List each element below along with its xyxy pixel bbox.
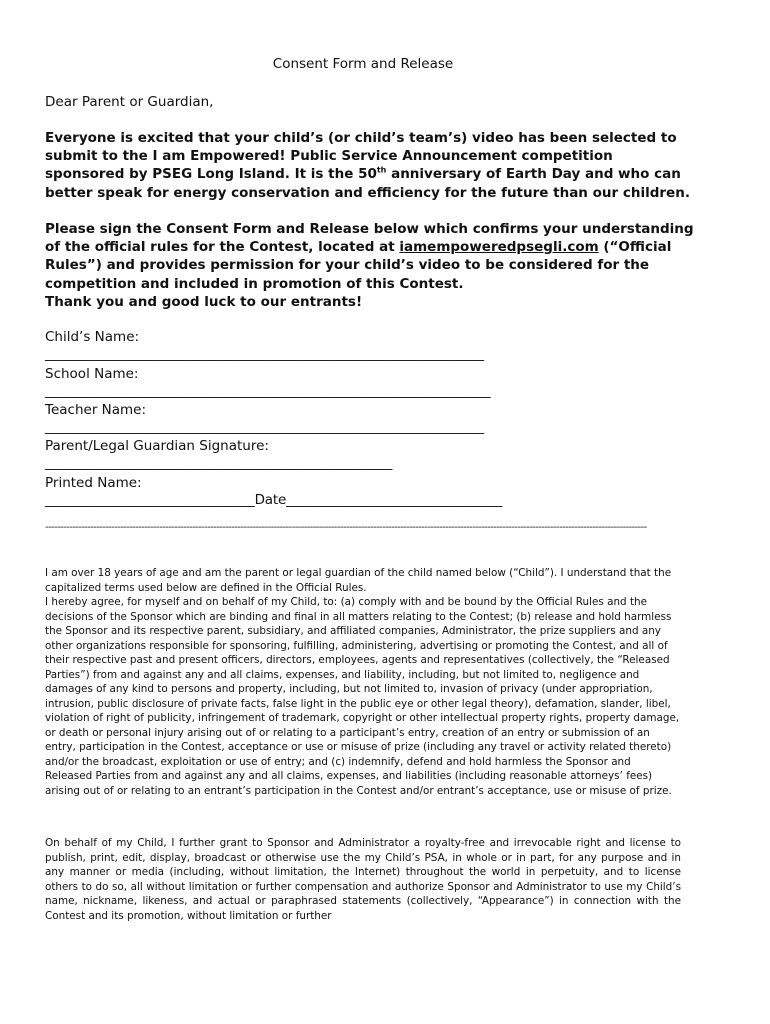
age-statement: I am over 18 years of age and am the parent or legal guardian of the child named below (“Child”). I understand that the capitalized terms used below are defined in the Official Rules. xyxy=(45,567,672,594)
intro-text: Everyone is excited that your child’s (or child’s team’s) video has been selected to submit to the I am Empowered! Public Service Announcement competition sponsored by PSEG Long Island. It is the 50 xyxy=(45,130,677,183)
thank-you-line: Thank you and good luck to our entrants! xyxy=(45,293,363,310)
teacher-name-label: Teacher Name: xyxy=(45,402,147,418)
intro-paragraph xyxy=(45,129,695,202)
license-terms xyxy=(45,836,681,923)
official-rules-link[interactable]: iamempoweredpsegli.com xyxy=(399,239,599,256)
childs-name-line[interactable]: ___________________________________________________________________ xyxy=(45,346,484,362)
page-title: Consent Form and Release xyxy=(272,56,454,72)
date-line[interactable]: _________________________________ xyxy=(286,492,503,508)
school-name-field xyxy=(45,366,490,400)
guardian-signature-field xyxy=(45,438,392,472)
ordinal-suffix: th xyxy=(376,165,387,175)
childs-name-label: Child’s Name: xyxy=(45,329,140,345)
childs-name-field xyxy=(45,329,484,363)
intro-text-cont: anniversary of Earth Day and who can better speak for energy conservation and efficiency for the future than our children. xyxy=(45,166,690,201)
school-name-label: School Name: xyxy=(45,366,139,382)
printed-name-date-line xyxy=(45,492,502,509)
release-terms xyxy=(45,566,681,798)
release-clause: I hereby agree, for myself and on behalf of my Child, to: (a) comply with and be bound by the Official Rules and the decisions of the Sponsor which are binding and final in all matters relating to the Contest; (b) release and hold harmless the Sponsor and its respective parent, subsidiary, and affiliated companies, Administrator, the prize suppliers and any other organizations responsible for sponsoring, fulfilling, administering, advertising or promoting the Contest, and all of their respective past and present officers, directors, employees, agents and representatives (collectively, the “Released Parties”) from and against any and all claims, expenses, and liability, including, but not limited to, negligence and damages of any kind to persons and property, including, but not limited to, invasion of privacy (under appropriation, intrusion, public disclosure of private facts, false light in the public eye or other legal theory), defamation, slander, libel, violation of right of publicity, infringement of trademark, copyright or other intellectual property rights, property damage, or death or personal injury arising out of or relating to a participant’s entry, creation of an entry or submission of an entry, participation in the Contest, acceptance or use or misuse of prize (including any travel or activity related thereto) and/or the broadcast, exploitation or use of entry; and (c) indemnify, defend and hold harmless the Sponsor and Released Parties from and against any and all claims, expenses, and liabilities (including reasonable attorneys’ fees) arising out of or relating to an entrant’s participation in the Contest and/or entrant’s acceptance, use or misuse of prize. xyxy=(45,596,680,797)
dashed-divider: -------------------------------------------------------------------------------------------------------------------------------------------------------------------------------------------------------- xyxy=(45,522,647,533)
guardian-signature-label: Parent/Legal Guardian Signature: xyxy=(45,438,269,454)
printed-name-line[interactable]: ________________________________ xyxy=(45,492,255,508)
printed-name-field xyxy=(45,475,502,509)
greeting: Dear Parent or Guardian, xyxy=(45,94,214,110)
instructions-paragraph xyxy=(45,220,695,311)
instructions-text: Please sign the Consent Form and Release below which confirms your understanding of the official rules for the Contest, located at xyxy=(45,221,694,256)
instructions-text-cont: (“Official Rules”) and provides permission for your child’s video to be considered for the competition and included in promotion of this Contest. xyxy=(45,239,672,292)
teacher-name-line[interactable]: ___________________________________________________________________ xyxy=(45,419,484,435)
teacher-name-field xyxy=(45,402,484,436)
date-label: Date xyxy=(254,492,287,508)
guardian-signature-line[interactable]: _____________________________________________________ xyxy=(45,455,393,471)
printed-name-label: Printed Name: xyxy=(45,475,142,491)
license-clause: On behalf of my Child, I further grant to Sponsor and Administrator a royalty-free and irrevocable right and license to publish, print, edit, display, broadcast or otherwise use the my Child’s PSA, in whole or in part, for any purpose and in any manner or media (including, without limitation, the Internet) throughout the world in perpetuity, and to license others to do so, all without limitation or further compensation and authorize Sponsor and Administrator to use my Child’s name, nickname, likeness, and actual or paraphrased statements (collectively, “Appearance”) in connection with the Contest and its promotion, without limitation or further xyxy=(45,837,681,922)
school-name-line[interactable]: ____________________________________________________________________ xyxy=(45,383,491,399)
